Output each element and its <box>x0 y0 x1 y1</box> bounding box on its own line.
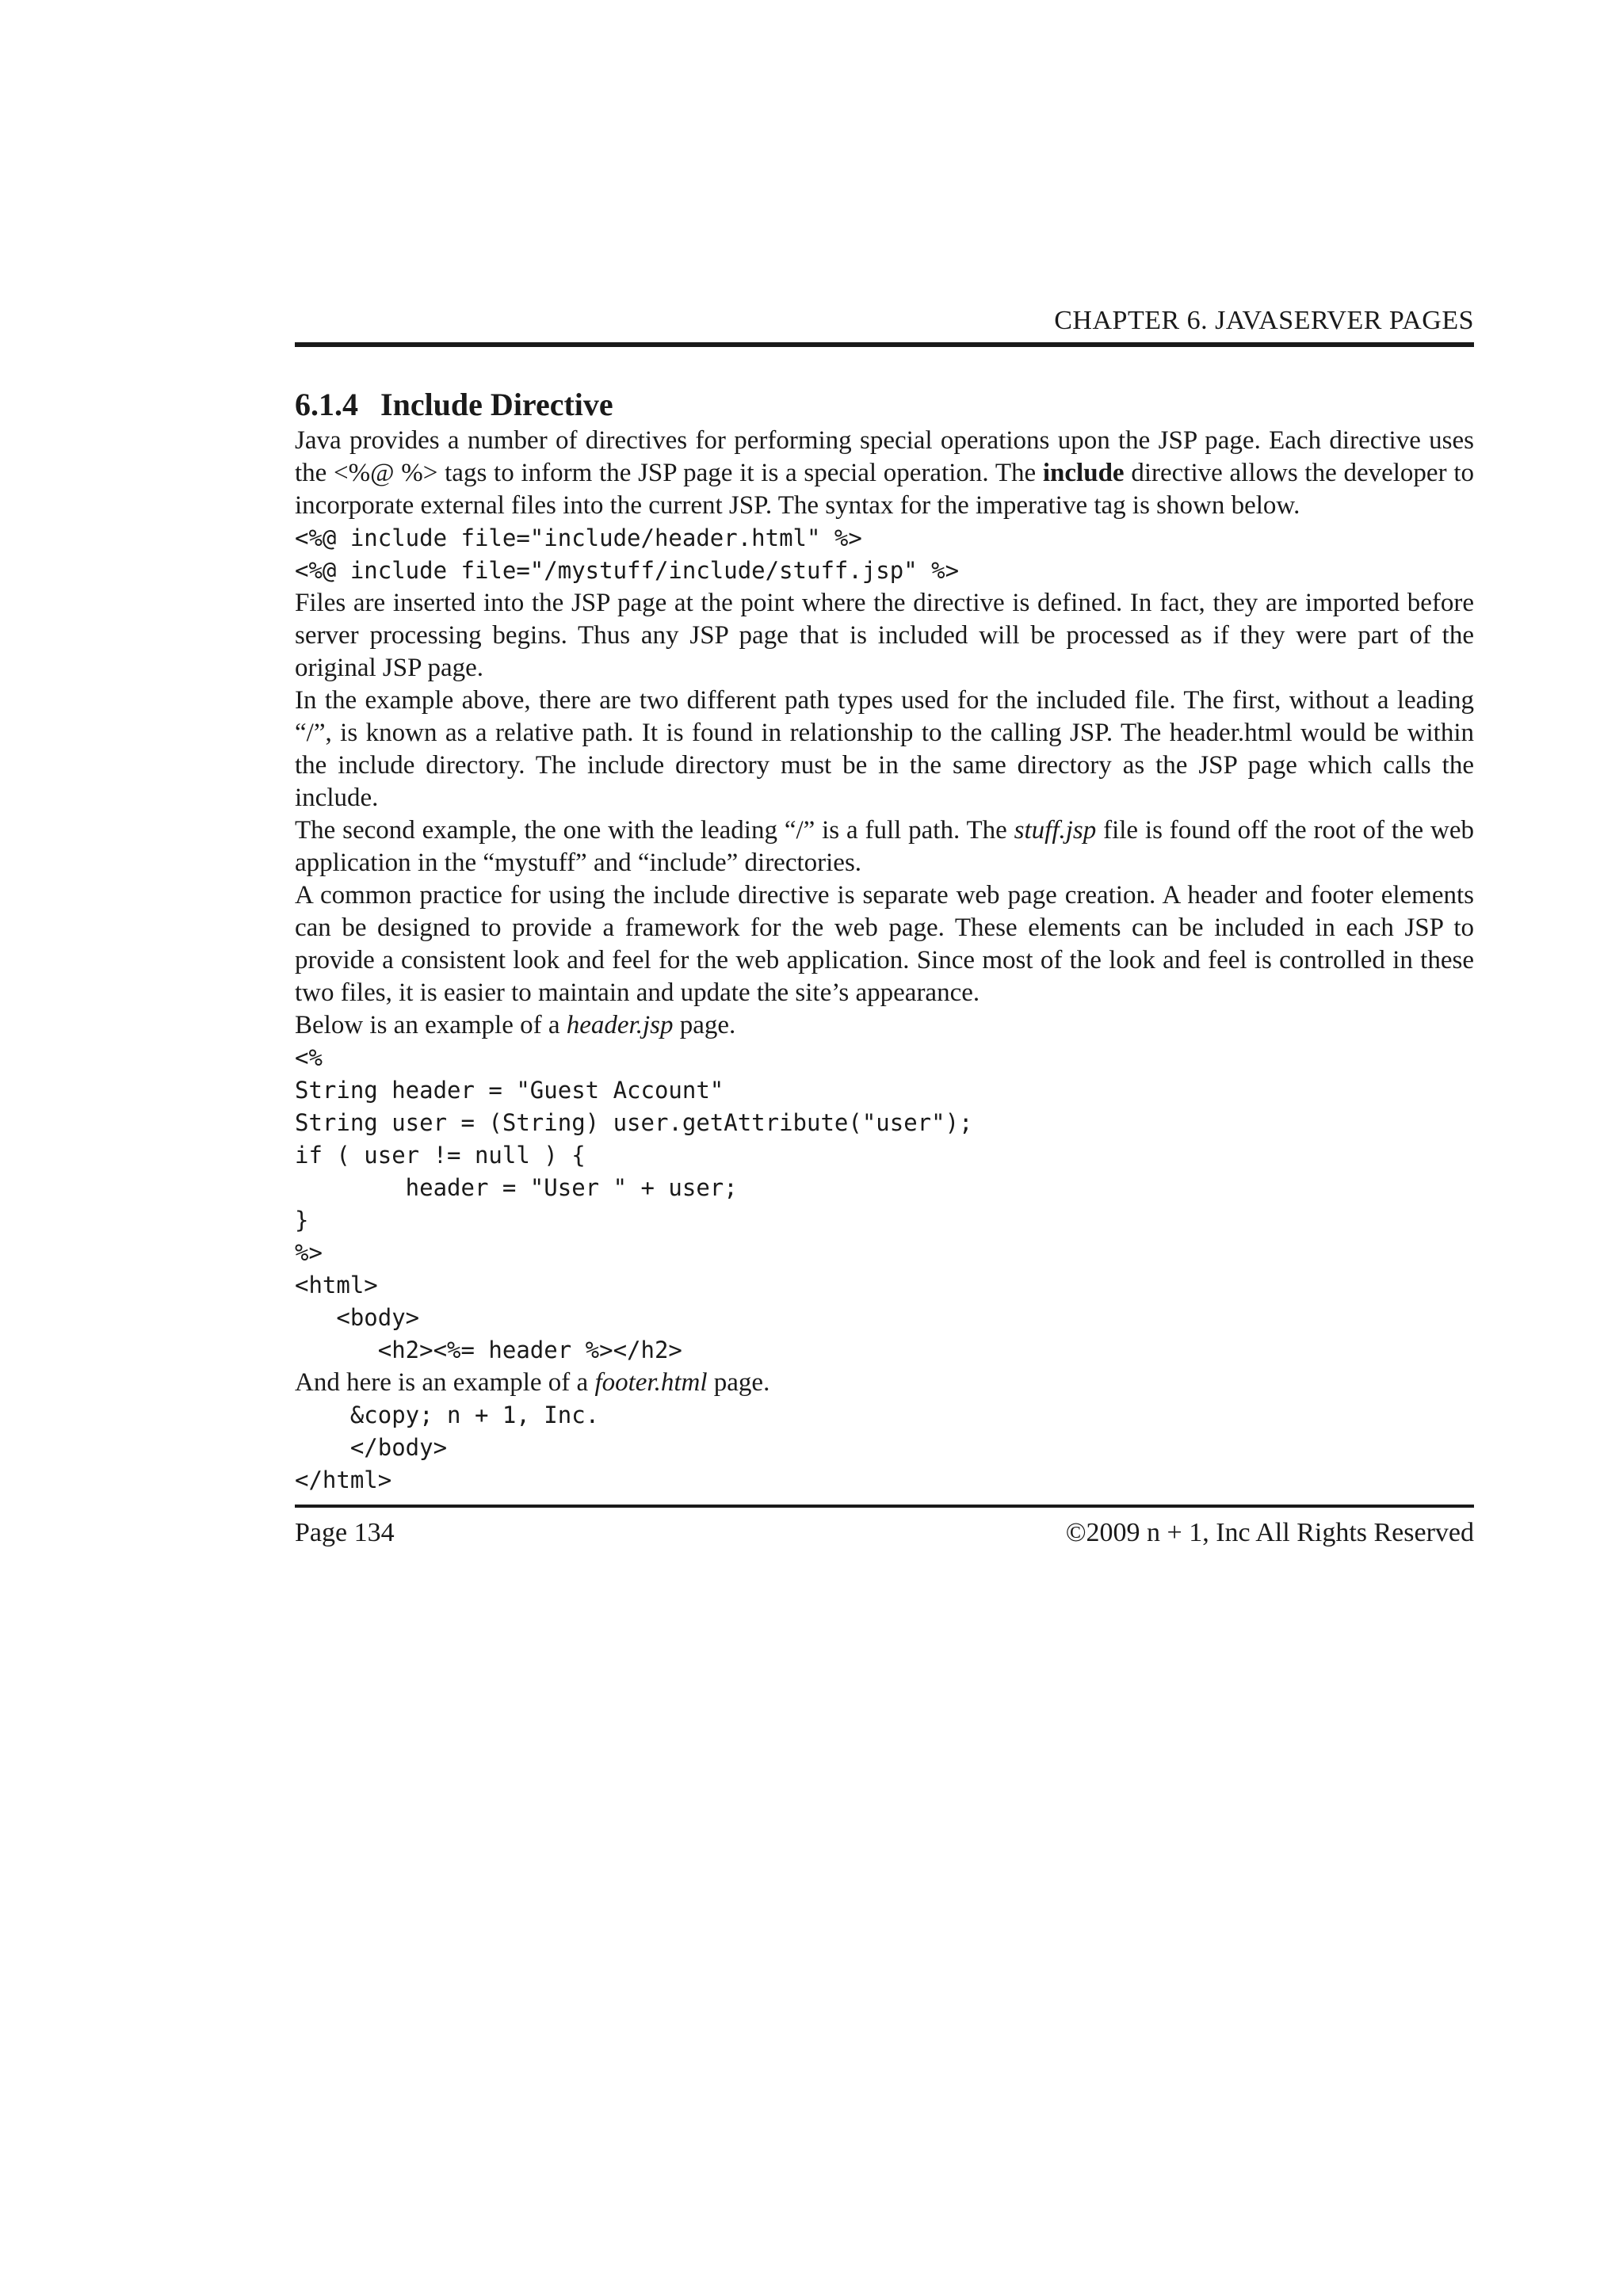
paragraph-intro-text-b: directive allows the developer to incorporate external files into the current JSP. The syntax for the imperative tag is shown below. <box>295 459 1474 520</box>
section-title: Include Directive <box>380 387 613 422</box>
paragraph-full-path-text-b: file is found off the root of the web application in the “mystuff” and “include” directories. <box>295 816 1474 877</box>
paragraph-footer-example-text-a: And here is an example of a <box>295 1368 595 1397</box>
paragraph-insertion: Files are inserted into the JSP page at the point where the directive is defined. In fact, they are imported before server processing begins. Thus any JSP page that is included will be processed as if they were part of the original JSP page. <box>295 589 1474 682</box>
filename-footer-html: footer.html <box>594 1368 708 1397</box>
document-page <box>295 301 1474 1552</box>
paragraph-footer-example <box>295 1367 1474 1399</box>
paragraph-header-example <box>295 1009 1474 1042</box>
keyword-include: include <box>1042 459 1125 487</box>
paragraph-full-path <box>295 814 1474 879</box>
code-block-header-jsp: <% String header = "Guest Account" String user = (String) user.getAttribute("user"); if ( user != null ) { header = "User " + user; } %> <html> <body> <h2><%= header %></h2> <box>295 1044 973 1363</box>
paragraph-relative-path: In the example above, there are two different path types used for the included file. The first, without a leading “/”, is known as a relative path. It is found in relationship to the calling JSP. The header.html would be within the include directory. The include directory must be in the same directory as the JSP page which calls the include. <box>295 686 1474 812</box>
section-heading <box>295 385 1474 425</box>
filename-header-jsp: header.jsp <box>566 1011 674 1039</box>
footer-rule <box>295 1505 1474 1508</box>
page-footer <box>295 1514 1474 1552</box>
code-block-include-syntax: <%@ include file="include/header.html" %> <%@ include file="/mystuff/include/stuff.jsp" %> <box>295 524 960 584</box>
paragraph-header-example-text-a: Below is an example of a <box>295 1011 567 1039</box>
paragraph-footer-example-text-b: page. <box>707 1368 770 1397</box>
paragraph-header-example-text-b: page. <box>673 1011 736 1039</box>
copyright-notice: ©2009 n + 1, Inc All Rights Reserved <box>1065 1518 1474 1547</box>
paragraph-intro <box>295 425 1474 522</box>
paragraph-intro-text-a: Java provides a number of directives for performing special operations upon the JSP page. Each directive uses the <%@ %> tags to inform the JSP page it is a special operation. The <box>295 426 1474 487</box>
header-rule <box>295 342 1474 347</box>
running-head: CHAPTER 6. JAVASERVER PAGES <box>1054 306 1474 335</box>
page-number: Page 134 <box>295 1518 395 1547</box>
section-number: 6.1.4 <box>295 387 358 422</box>
code-block-footer-html: &copy; n + 1, Inc. </body> </html> <box>295 1402 600 1493</box>
paragraph-full-path-text-a: The second example, the one with the leading “/” is a full path. The <box>295 816 1014 845</box>
filename-stuff-jsp: stuff.jsp <box>1014 816 1097 845</box>
paragraph-common-practice: A common practice for using the include directive is separate web page creation. A header and footer elements can be designed to provide a framework for the web page. These elements can be included in each JSP to provide a consistent look and feel for the web application. Since most of the look and feel is controlled in these two files, it is easier to maintain and update the site’s appearance. <box>295 881 1474 1007</box>
